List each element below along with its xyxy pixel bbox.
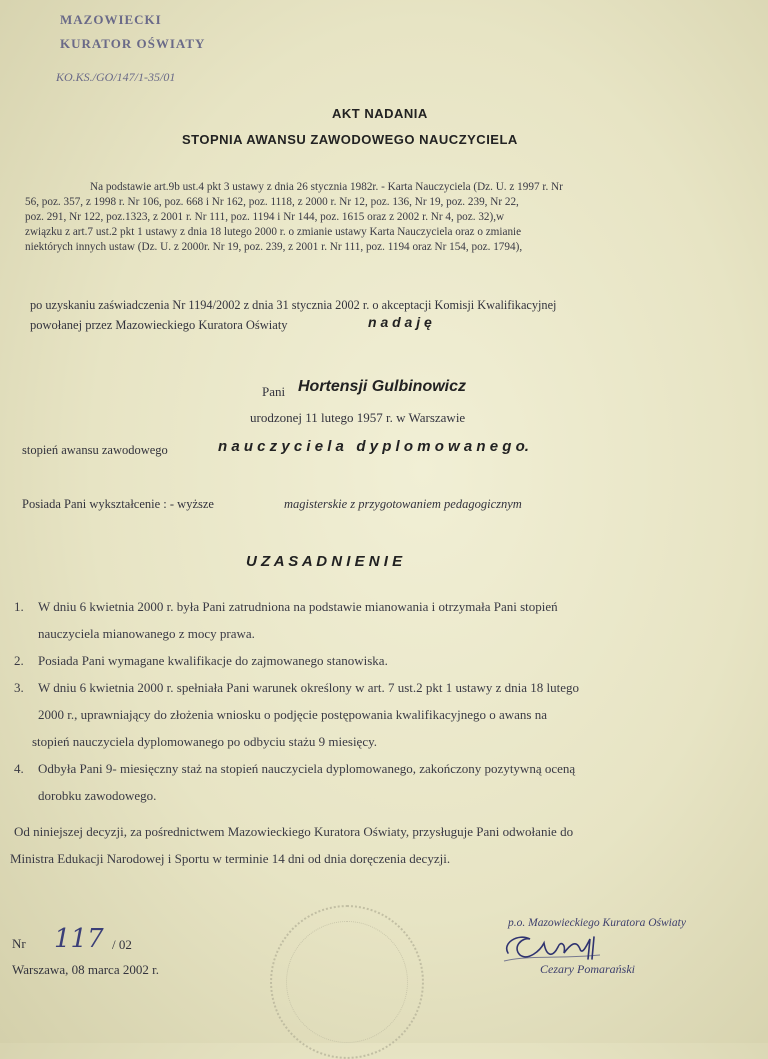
list-line: nauczyciela mianowanego z mocy prawa. bbox=[38, 626, 255, 641]
reference-number: KO.KS./GO/147/1-35/01 bbox=[56, 70, 176, 84]
education-value: magisterskie z przygotowaniem pedagogicznym bbox=[284, 497, 522, 511]
list-line: Posiada Pani wymagane kwalifikacje do zajmowanego stanowiska. bbox=[38, 653, 388, 668]
legal-line: związku z art.7 ust.2 pkt 1 ustawy z dnia 18 lutego 2000 r. o zmianie ustawy Karta Nauczyciela oraz o zmianie bbox=[25, 226, 522, 238]
list-number: 1. bbox=[14, 599, 24, 614]
education-label: Posiada Pani wykształcenie : - wyższe bbox=[22, 497, 214, 511]
appeal-notice bbox=[10, 818, 573, 872]
document-number-handwritten: 117 bbox=[54, 924, 104, 954]
certificate-line-2: powołanej przez Mazowieckiego Kuratora Oświaty bbox=[30, 318, 288, 332]
signer-name: Cezary Pomarański bbox=[540, 962, 635, 976]
verb-nadaje: n a d a j ę bbox=[368, 314, 432, 330]
certificate-line-1: po uzyskaniu zaświadczenia Nr 1194/2002 z dnia 31 stycznia 2002 r. o akceptacji Komisji Kwalifikacyjnej bbox=[30, 298, 557, 312]
list-number: 4. bbox=[14, 761, 24, 776]
list-line: stopień nauczyciela dyplomowanego po odbyciu stażu 9 miesięcy. bbox=[32, 734, 378, 749]
list-line: 2000 r., uprawniający do złożenia wniosku o podjęcie postępowania kwalifikacyjnego o awans na bbox=[38, 707, 548, 722]
list-line: W dniu 6 kwietnia 2000 r. była Pani zatrudniona na podstawie mianowania i otrzymała Pani stopień bbox=[38, 599, 558, 614]
legal-line: poz. 291, Nr 122, poz.1323, z 2001 r. Nr 111, poz. 1194 i Nr 144, poz. 1615 oraz z 2002 r. Nr 4, poz. 32),w bbox=[25, 211, 505, 223]
list-line: Odbyła Pani 9- miesięczny staż na stopień nauczyciela dyplomowanego, zakończony pozytywną oceną bbox=[38, 761, 576, 776]
list-number: 2. bbox=[14, 653, 24, 668]
legal-line: Na podstawie art.9b ust.4 pkt 3 ustawy z dnia 26 stycznia 1982r. - Karta Nauczyciela (Dz. U. z 1997 r. Nr bbox=[90, 181, 563, 193]
document-number-suffix: / 02 bbox=[112, 937, 132, 952]
place-and-date: Warszawa, 08 marca 2002 r. bbox=[12, 962, 159, 977]
document-number-label: Nr bbox=[12, 936, 26, 951]
degree-label: stopień awansu zawodowego bbox=[22, 443, 168, 457]
justification-list bbox=[10, 593, 760, 809]
official-stamp bbox=[270, 905, 424, 1059]
appeal-line-2: Ministra Edukacji Narodowej i Sportu w terminie 14 dni od dnia doręczenia decyzji. bbox=[10, 851, 451, 866]
recipient-birth: urodzonej 11 lutego 1957 r. w Warszawie bbox=[250, 410, 466, 425]
recipient-name: Hortensji Gulbinowicz bbox=[298, 378, 467, 395]
issuer-line-1: MAZOWIECKI bbox=[60, 12, 162, 27]
title-line-1: AKT NADANIA bbox=[332, 106, 428, 121]
issuer-line-2: KURATOR OŚWIATY bbox=[60, 36, 206, 51]
appeal-line-1: Od niniejszej decyzji, za pośrednictwem Mazowieckiego Kuratora Oświaty, przysługuje Pani odwołanie do bbox=[14, 824, 574, 839]
list-line: W dniu 6 kwietnia 2000 r. spełniała Pani warunek określony w art. 7 ust.2 pkt 1 ustawy z dnia 18 lutego bbox=[38, 680, 579, 695]
on-behalf-line: p.o. Mazowieckiego Kuratora Oświaty bbox=[508, 917, 686, 929]
legal-basis bbox=[25, 180, 760, 255]
list-line: dorobku zawodowego. bbox=[38, 788, 157, 803]
degree-value: n a u c z y c i e l a d y p l o m o w a n e g o. bbox=[218, 438, 529, 455]
list-item bbox=[10, 647, 760, 674]
handwritten-signature-icon bbox=[500, 925, 620, 967]
title-line-2: STOPNIA AWANSU ZAWODOWEGO NAUCZYCIELA bbox=[182, 132, 518, 147]
recipient-prefix: Pani bbox=[262, 384, 286, 399]
list-item bbox=[10, 755, 760, 809]
list-number: 3. bbox=[14, 680, 24, 695]
list-item bbox=[10, 674, 760, 755]
legal-line: 56, poz. 357, z 1998 r. Nr 106, poz. 668 i Nr 162, poz. 1118, z 2000 r. Nr 12, poz. 136, Nr 19, poz. 239, Nr 22, bbox=[25, 196, 519, 208]
list-item bbox=[10, 593, 760, 647]
legal-line: niektórych innych ustaw (Dz. U. z 2000r. Nr 19, poz. 239, z 2001 r. Nr 111, poz. 1194 oraz Nr 154, poz. 1794), bbox=[25, 241, 523, 253]
justification-heading: U Z A S A D N I E N I E bbox=[246, 553, 403, 570]
